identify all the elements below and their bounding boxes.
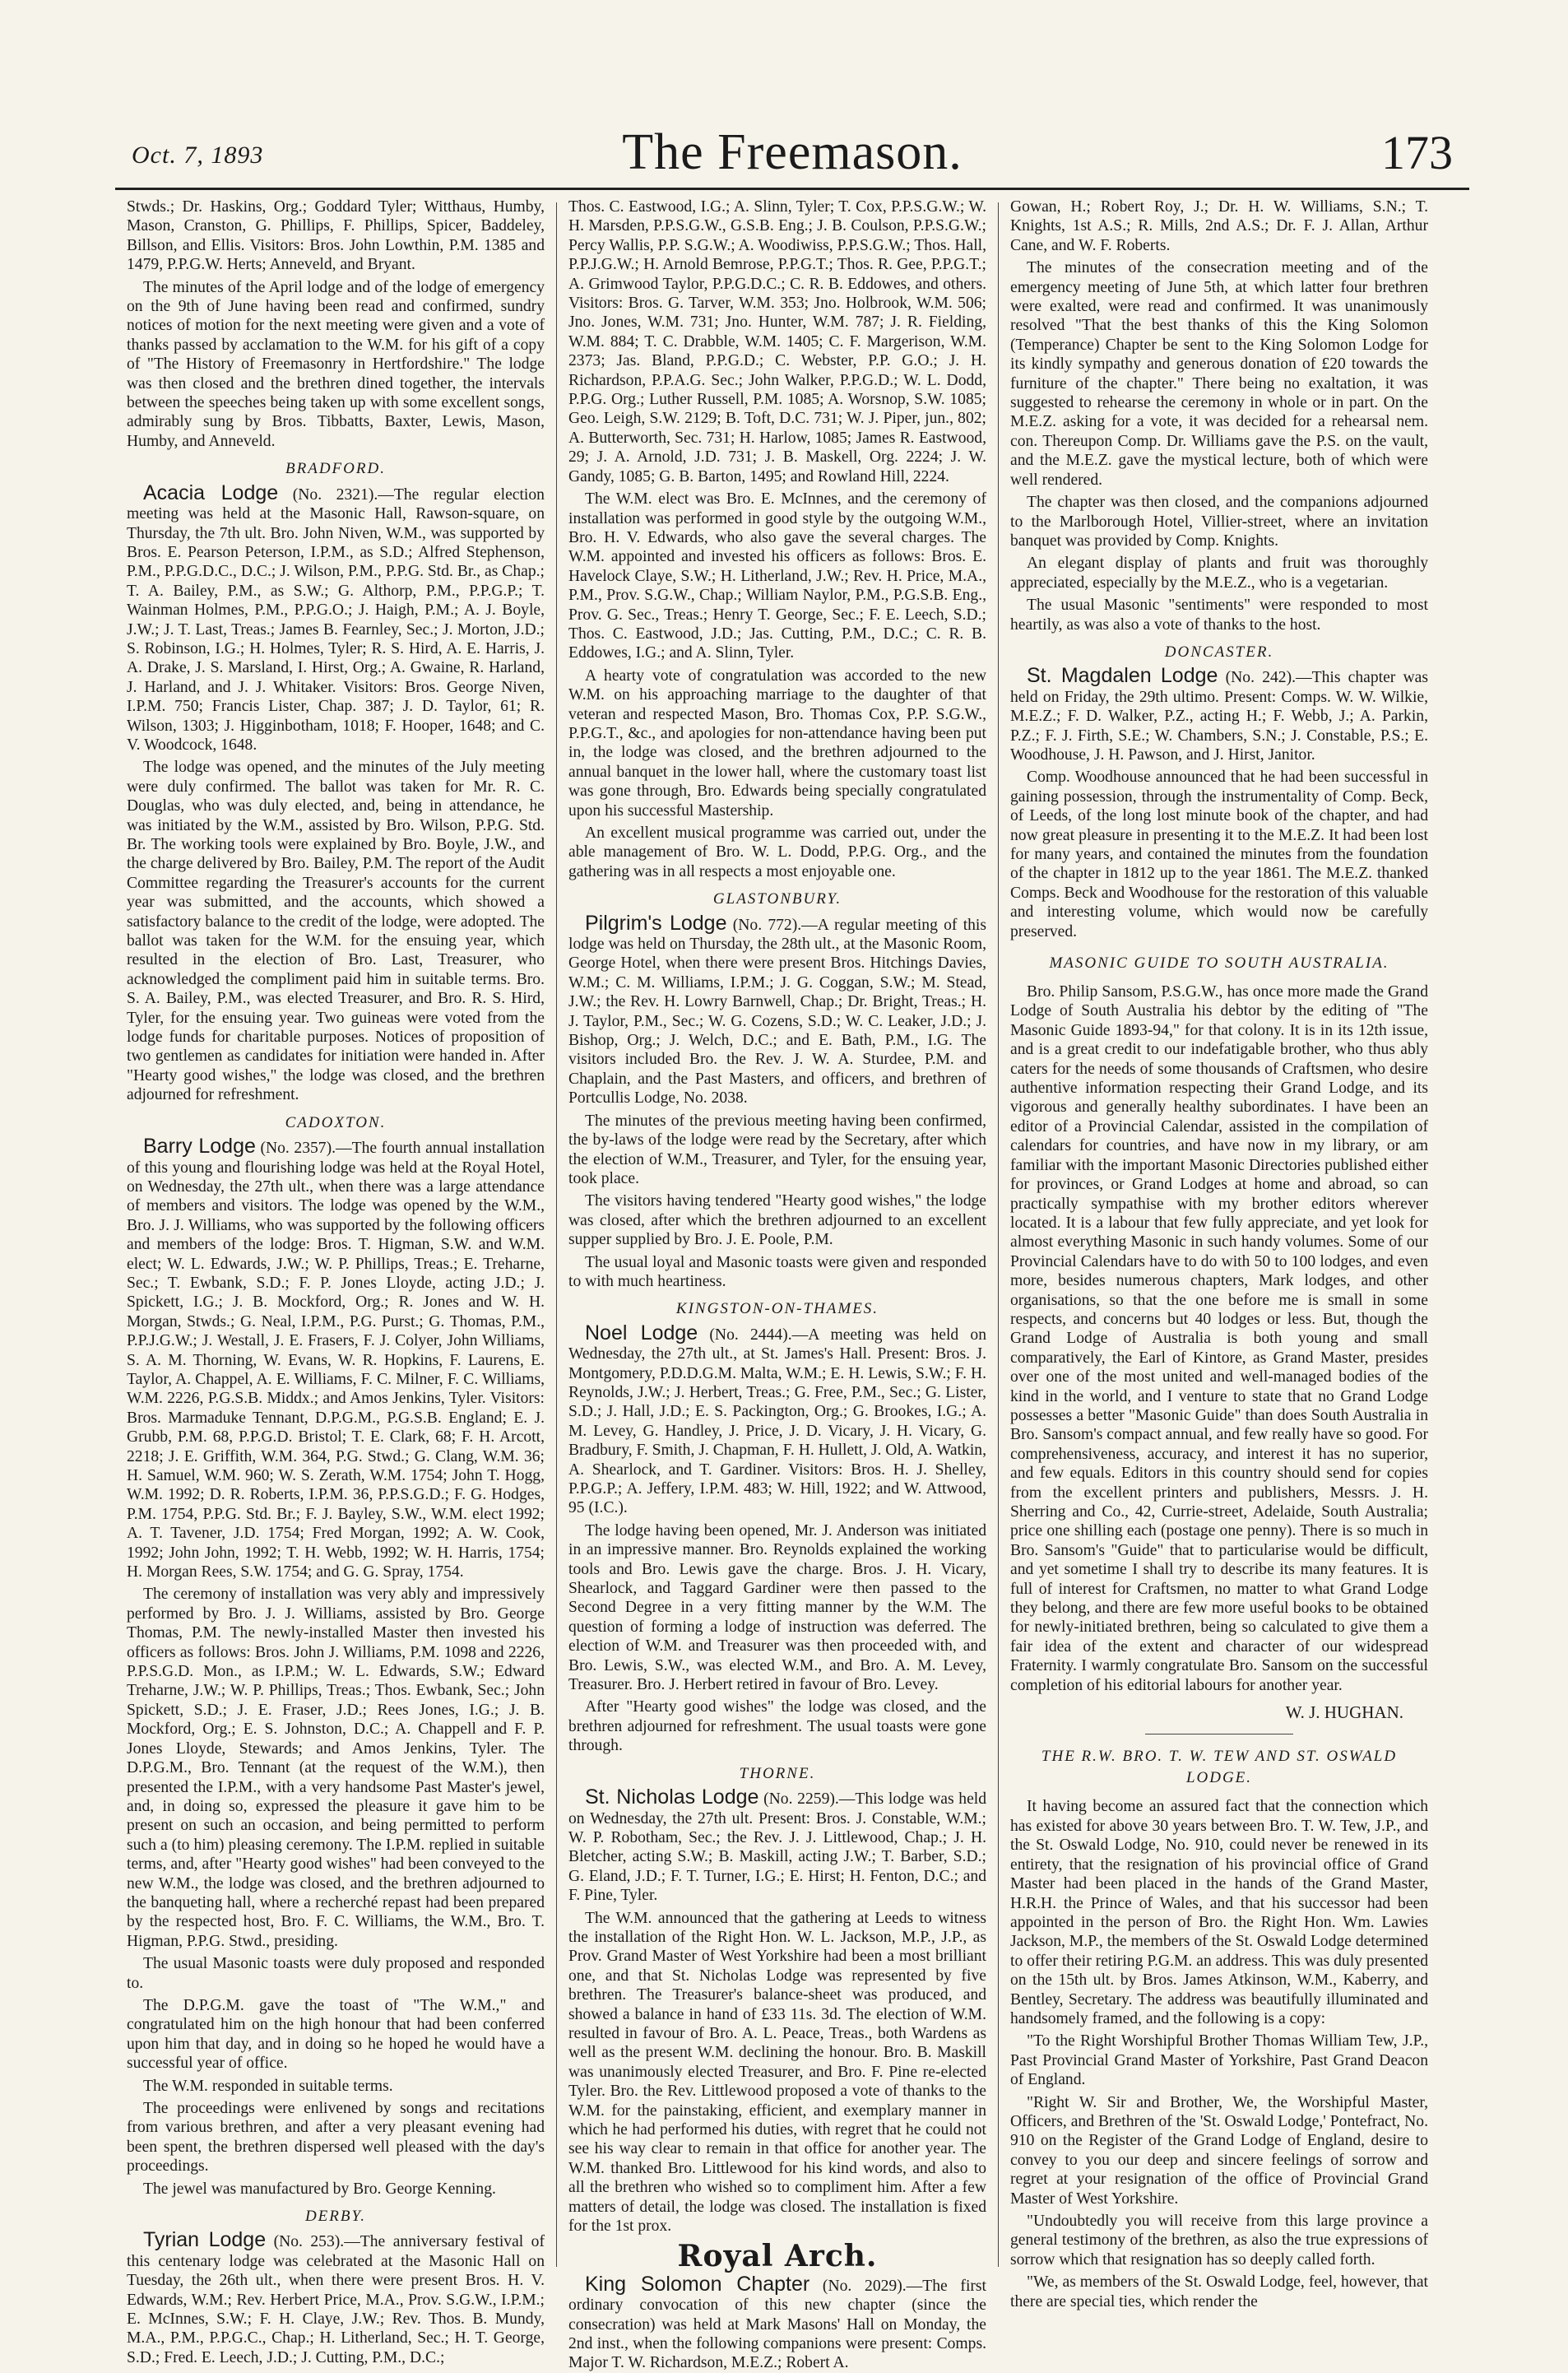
report-text: (No. 2357).—The fourth annual installation of this young and flourishing lodge was held at the Royal Hotel, on Wednesday, the 27th ult., when there was a large attendance of members and visitors. The lodge was opened by the W.M., Bro. J. J. Williams, who was supported by the following officers and members of the lodge: Bros. T. Higman, S.W. and W.M. elect; W. L. Edwards, J.W.; W. P. Phillips, Treas.; E. Treharne, Sec.; T. Ewbank, S.D.; F. P. Jones Lloyde, acting J.D.; J. Spickett, I.G.; J. B. Mockford, Org.; R. Jones and W. H. Morgan, Stwds.; G. Neal, I.P.M., P.G. Purst.; G. Thomas, P.M., P.P.J.G.W.; J. Westall, J. E. Frasers, F. J. Colyer, John Williams, S. A. M. Thorning, W. Evans, W. R. Hopkins, F. Laurens, E. Taylor, A. Chappel, A. E. Williams, F. C. Milner, F. C. Williams, W.M. 2226, P.G.S.B. Middx.; and Amos Jenkins, Tyler. Visitors: Bros. Marmaduke Tennant, D.P.G.M., P.G.S.B. England; E. J. Grubb, P.M. 68, P.P.G.D. Bristol; T. E. Clark, 68; F. H. Arcott, 2218; J. E. Griffith, W.M. 364, P.G. Stwd.; G. Clang, W.M. 36; H. Samuel, W.M. 960; W. S. Zerath, W.M. 1754; John T. Hogg, W.M. 1992; D. R. Roberts, I.P.M. 36, P.P.S.G.D.; F. G. Hodges, P.M. 1754, P.P.G. Std. Br.; F. J. Bayley, S.W., W.M. elect 1992; A. T. Tavener, J.D. 1754; Fred Morgan, 1992; A. W. Cook, 1992; John John, 1992; T. H. Webb, 1992; W. H. Harris, 1754; H. Morgan Rees, S.W. 1754; and G. G. Spray, 1754. [127,1140,545,1581]
chapter-report [568,2272,986,2373]
paragraph: The W.M. elect was Bro. E. McInnes, and the ceremony of installation was performed in good style by the outgoing W.M., Bro. H. V. Edwards, who also gave the several charges. The W.M. appointed and invested his officers as follows: Bros. E. Havelock Claye, S.W.; H. Litherland, J.W.; Rev. H. Price, M.A., P.M., Prov. S.G.W., Chap.; William Naylor, P.M., P.G.S.B. Eng., Prov. G. Sec., Treas.; Henry T. George, Sec.; F. E. Leech, S.D.; Thos. C. Eastwood, J.D.; Jas. Cutting, P.M., D.C.; C. R. B. Eddowes, I.G.; and A. Slinn, Tyler. [568,490,986,662]
column-1 [115,197,556,2366]
paragraph: The W.M. responded in suitable terms. [143,2077,393,2095]
paragraph: Thos. C. Eastwood, I.G.; A. Slinn, Tyler; T. Cox, P.P.S.G.W.; W. H. Marsden, P.P.S.G.W., G.S.B. Eng.; J. B. Coulson, P.P.S.G.W.; Percy Wallis, P.P. S.G.W.; A. Woodiwiss, P.P.S.G.W.; Thos. Hall, P.P.J.G.W.; H. Arnold Bemrose, P.P.G.T.; Thos. R. Gee, P.P.G.T.; A. Grimwood Taylor, P.P.G.D.C.; C. R. B. Eddowes, and others. Visitors: Bros. G. Tarver, W.M. 353; Jno. Holbrook, W.M. 506; Jno. Jones, W.M. 731; Jno. Hunter, W.M. 787; J. R. Fielding, W.M. 884; T. C. Drabble, W.M. 1405; C. F. Margerison, W.M. 2373; Jas. Bland, P.P.G.D.; C. Webster, P.P. G.O.; J. H. Richardson, P.P.A.G. Sec.; John Walker, P.P.G.D.; W. L. Dodd, P.P.G. Org.; Luther Russell, P.M. 1085; A. Worsnop, S.W. 1085; Geo. Leigh, S.W. 2129; B. Toft, D.C. 731; W. J. Piper, jun., 802; A. Butterworth, Sec. 731; H. Harlow, 1085; James R. Eastwood, 29; J. A. Arnold, J.D. 731; J. B. Maskell, Org. 2224; J. W. Gandy, 1085; G. B. Barton, 1495; and Rowland Hill, 2224. [568,198,986,485]
paragraph: The usual Masonic toasts were duly proposed and responded to. [127,1955,545,1992]
paragraph: The proceedings were enlivened by songs and recitations from various brethren, and after a very pleasant evening had been spent, the brethren dispersed well pleased with the day's proceedings. [127,2100,545,2176]
article-heading: MASONIC GUIDE TO SOUTH AUSTRALIA. [1049,954,1389,973]
columns [115,197,1469,2372]
lodge-name: Acacia Lodge [143,481,279,504]
chapter-name: King Solomon Chapter [585,2272,810,2296]
paragraph: The D.P.G.M. gave the toast of "The W.M.," and congratulated him on the high honour that had been conferred upon him that day, and in doing so he hoped he would have a successful year of office. [127,1996,545,2073]
page-number: 173 [1381,126,1453,179]
column-3 [999,197,1440,2310]
paragraph: The W.M. announced that the gathering at Leeds to witness the installation of the Right Hon. W. L. Jackson, M.P., J.P., as Prov. Grand Master of West Yorkshire had been a most brilliant one, and that St. Nicholas Lodge was represented by five brethren. The Treasurer's balance-sheet was produced, and showed a balance in hand of £33 11s. 3d. The election of W.M. resulted in favour of Bro. A. L. Peace, Treas., both Wardens as well as the present W.M. declining the honour. Bro. B. Maskill was unanimously elected Treasurer, and Bro. F. Pine re-elected Tyler. Bro. the Rev. Littlewood proposed a vote of thanks to the W.M. for the painstaking, efficient, and exemplary manner in which he had performed his duties, with regret that he could not see his way clear to remain in that office for another year. The W.M. thanked Bro. Littlewood for his kind words, and also to all the brethren who wished so to compliment him. After a few matters of detail, the lodge was closed. The installation is fixed for the 1st prox. [568,1909,986,2236]
paragraph: "Undoubtedly you will receive from this large province a general testimony of the brethren, as also the true expressions of sorrow which that resignation has so deeply called forth. [1010,2213,1428,2269]
lodge-report [568,1788,986,1905]
paragraph: Stwds.; Dr. Haskins, Org.; Goddard Tyler; Witthaus, Humby, Mason, Cranston, G. Phillips, F. Phillips, Spicer, Baddeley, Billson, and Ellis. Visitors: Bros. John Lowthin, P.M. 1385 and 1479, P.P.G.W. Herts; Anneveld, and Bryant. [127,198,545,274]
paragraph: The usual loyal and Masonic toasts were given and responded to with much heartiness. [568,1253,986,1290]
report-text: (No. 772).—A regular meeting of this lodge was held on Thursday, the 28th ult., at the Masonic Room, George Hotel, when there were present Bros. Hitchings Davies, W.M.; C. M. Williams, I.P.M.; J. G. Coggan, S.W.; M. Stead, J.W.; the Rev. H. Lowry Barnwell, Chap.; Dr. Bright, Treas.; H. J. Taylor, P.M., Sec.; W. G. Cozens, S.D.; W. C. Leaker, J.D.; J. Bishop, Org.; J. Welch, D.C.; and E. Bath, P.M., I.G. The visitors included Bro. the Rev. J. W. A. Sturdee, P.M. and Chaplain, and the Past Masters, and officers, and brethren of Portcullis Lodge, No. 2038. [568,916,986,1108]
signature: W. J. HUGHAN. [1285,1702,1403,1723]
paragraph: Comp. Woodhouse announced that he had been successful in gaining possession, through the instrumentality of Comp. Beck, of Leeds, of the long lost minute book of the chapter, and had now great pleasure in presenting it to the M.E.Z. It had been lost for many years, and contained the minutes from the foundation of the chapter in 1812 up to the year 1861. The M.E.Z. thanked Comps. Beck and Woodhouse for the restoration of this valuable and interesting volume, which would now be carefully preserved. [1010,769,1428,940]
paragraph: The chapter was then closed, and the companions adjourned to the Marlborough Hotel, Villier-street, where an invitation banquet was provided by Comp. Knights. [1010,494,1428,550]
report-text: (No. 2444).—A meeting was held on Wednesday, the 27th ult., at St. James's Hall. Present: Bros. J. Montgomery, P.D.D.G.M. Malta, W.M.; E. H. Lewis, S.W.; F. H. Reynolds, J.W.; J. Herbert, Treas.; G. Free, P.M., Sec.; G. Lister, S.D.; J. Hall, J.D.; E. S. Packington, Org.; G. Brookes, I.G.; A. M. Levey, G. Handley, J. Price, J. D. Vicary, J. H. Vicary, G. Bradbury, F. Smith, J. Chapman, F. H. Hullett, J. Old, A. Watkin, A. Shearlock, and T. Gardiner. Visitors: Bros. H. J. Shelley, P.P.G.P.; A. Jeffery, I.P.M. 483; W. Hill, 1922; and W. Attwood, 95 (I.C.). [568,1326,987,1517]
paragraph: Gowan, H.; Robert Roy, J.; Dr. H. W. Williams, S.N.; T. Knights, 1st A.S.; R. Mills, 2nd A.S.; Dr. F. J. Allan, Arthur Cane, and W. F. Roberts. [1010,198,1428,254]
paragraph: "To the Right Worshipful Brother Thomas William Tew, J.P., Past Provincial Grand Master of Yorkshire, Past Grand Deacon of England. [1010,2032,1428,2089]
lodge-report [127,2228,545,2367]
paragraph: "Right W. Sir and Brother, We, the Worshipful Master, Officers, and Brethren of the 'St. Oswald Lodge,' Pontefract, No. 910 on the Register of the Grand Lodge of England, desire to convey to you our deep and sincere feelings of sorrow and regret at your resignation of the office of Provincial Grand Master of West Yorkshire. [1010,2093,1428,2208]
paragraph: After "Hearty good wishes" the lodge was closed, and the brethren adjourned for refreshment. The usual toasts were gone through. [568,1698,986,1755]
paragraph: It having become an assured fact that the connection which has existed for above 30 years between Bro. T. W. Tew, J.P., and the St. Oswald Lodge, No. 910, could never be renewed in its entirety, that the resignation of his provincial office of Grand Master had been placed in the hands of the Grand Master, H.R.H. the Prince of Wales, and that his successor had been appointed in the person of Bro. the Right Hon. Wm. Lawies Jackson, M.P., the members of the St. Oswald Lodge determined to offer their retiring P.G.M. an address. This was duly presented on the 15th ult. by Bros. James Atkinson, W.M., Kaberry, and Bentley, Secretary. The address was beautifully illuminated and handsomely framed, and the following is a copy: [1010,1798,1428,2027]
lodge-report [568,1321,987,1518]
paragraph: The visitors having tendered "Hearty good wishes," the lodge was closed, after which the brethren adjourned to an excellent supper supplied by Bro. J. E. Poole, P.M. [568,1192,986,1249]
paragraph: The jewel was manufactured by Bro. George Kenning. [143,2180,496,2198]
header-rule [115,188,1469,190]
place-heading: GLASTONBURY. [712,890,842,908]
article-heading: THE R.W. BRO. T. W. TEW AND ST. OSWALD LODGE. [1041,1748,1398,1787]
paragraph: The lodge having been opened, Mr. J. Anderson was initiated in an impressive manner. Bro. Reynolds explained the working tools and Bro. Lewis gave the charge. Bros. J. H. Vicary, Shearlock, and Taggard Gardiner were then passed to the Second Degree in a very fitting manner by the W.M. The question of forming a lodge of instruction was deferred. The election of W.M. and Treasurer was then proceeded with, and Bro. Lewis, S.W., was elected W.M., and Bro. A. M. Levey, Treasurer. Bro. J. Herbert retired in favour of Bro. Levey. [568,1521,986,1694]
place-heading: CADOXTON. [285,1113,387,1131]
column-2 [557,197,998,2372]
masthead [115,123,1469,181]
place-heading: DONCASTER. [1164,643,1274,661]
paragraph: A hearty vote of congratulation was accorded to the new W.M. on his approaching marriage to the daughter of that veteran and respected Mason, Bro. Thomas Cox, P.P. S.G.W., P.P.G.T., &c., and apologies for non-attendance having been put in, the lodge was closed, and the brethren adjourned to the annual banquet in the lower hall, where the customary toast list was gone through, Bro. Edwards being specially congratulated upon his successful Mastership. [568,666,986,820]
paragraph: The minutes of the previous meeting having been confirmed, the by-laws of the lodge were read by the Secretary, after which the election of W.M., Treasurer, and Tyler, for the ensuing year, took place. [568,1112,986,1187]
chapter-report [1010,666,1428,764]
report-text: (No. 2029).—The first ordinary convocation of this new chapter (since the consecration) was held at Mark Masons' Hall on Monday, the 2nd inst., when the following companions were present: Comps. Major T. W. Richardson, M.E.Z.; Robert A. [568,2277,986,2372]
paragraph: The ceremony of installation was very ably and impressively performed by Bro. J. J. Williams, assisted by Bro. George Thomas, P.M. The newly-installed Master then invested his officers as follows: Bros. John J. Williams, P.M. 1098 and 2226, P.P.S.G.D. Mon., as I.P.M.; W. L. Edwards, S.W.; Edward Treharne, J.W.; W. P. Phillips, Treas.; Thos. Ewbank, Sec.; John Spickett, S.D.; J. E. Fraser, J.D.; Rees Jones, I.G.; J. B. Mockford, Org.; E. S. Johnston, D.C.; A. Chappell and F. P. Jones Lloyde, Stewards; and Amos Jenkins, Tyler. The D.P.G.M., Bro. Tennant (at the request of the W.M.), then presented the I.P.M., with a very handsome Past Master's jewel, and, in doing so, expressed the pleasure it gave him to be present on such an occasion, and being permitted to perform such a (to him) pleasing ceremony. The I.P.M. replied in suitable terms, and, after "Hearty good wishes" had been conveyed to the new W.M., the lodge was closed, and the brethren adjourned to the banqueting hall, where a recherché repast had been prepared by the respected host, Bro. F. C. Williams, the W.M., Bro. T. Higman, P.P.G. Stwd., presiding. [127,1586,545,1950]
issue-date: Oct. 7, 1893 [132,142,264,169]
place-heading: DERBY. [304,2208,367,2226]
newspaper-title: The Freemason. [622,124,963,180]
paragraph: An excellent musical programme was carried out, under the able management of Bro. W. L. Dodd, P.P.G. Org., and the gathering was in all respects a most enjoyable one. [568,824,986,880]
lodge-name: Pilgrim's Lodge [585,911,727,935]
chapter-name: St. Magdalen Lodge [1027,664,1218,688]
place-heading: KINGSTON-ON-THAMES. [675,1300,879,1318]
lodge-name: Tyrian Lodge [143,2228,267,2252]
report-text: (No. 242).—This chapter was held on Friday, the 29th ultimo. Present: Comps. W. W. Wilkie, M.E.Z.; F. D. Walker, P.Z., acting H.; F. Webb, J.; A. Parkin, P.Z.; F. J. Firth, S.E.; W. Chambers, S.N.; J. Constable, P.S.; E. Woodhouse, J. H. Pawson, and J. Hirst, Janitor. [1010,669,1428,764]
lodge-report [127,481,545,755]
paragraph: An elegant display of plants and fruit was thoroughly appreciated, especially by the M.E.Z., who is a vegetarian. [1010,555,1428,592]
paragraph: The minutes of the April lodge and of the lodge of emergency on the 9th of June having been read and confirmed, sundry notices of motion for the next meeting were given and a vote of thanks passed by acclamation to the W.M. for his gift of a copy of "The History of Freemasonry in Hertfordshire." The lodge was then closed and the brethren dined together, the intervals between the speeches being taken up with some excellent songs, admirably sung by Bros. Tibbatts, Baxter, Lewis, Mason, Humby, and Anneveld. [127,278,545,450]
place-heading: THORNE. [739,1764,816,1782]
lodge-name: Barry Lodge [143,1135,256,1159]
place-heading: BRADFORD. [285,460,386,478]
report-text: (No. 2321).—The regular election meeting was held at the Masonic Hall, Rawson-square, on Thursday, the 7th ult. Bro. John Niven, W.M., was supported by Bros. E. Pearson Peterson, I.P.M., as S.D.; Alfred Stephenson, P.M., P.P.G.D.C., D.C.; J. Wilson, P.M., P.P.G. Std. Br., as Chap.; T. A. Bailey, P.M., as S.W.; G. Althorp, P.M., P.P.G.P.; T. Wainman Holmes, P.M., P.P.G.O.; J. Haigh, P.M.; A. J. Boyle, J.W.; J. T. Last, Treas.; James B. Fearnley, Sec.; J. Morton, J.D.; S. Robinson, I.G.; H. Holmes, Tyler; R. S. Hird, A. E. Harris, J. A. Drake, J. S. Marsland, I. Hirst, Org.; A. Gwaine, R. Harland, J. Harland, and J. J. Whitaker. Visitors: Bros. George Niven, I.P.M. 750; Francis Lister, Chap. 387; J. D. Taylor, 61; R. Wilson, 1303; J. Higginbotham, 1018; F. Hooper, 1648; and C. V. Woodcock, 1648. [127,485,545,754]
paragraph: The lodge was opened, and the minutes of the July meeting were duly confirmed. The ballot was taken for Mr. R. C. Douglas, who was duly elected, and, being in attendance, he was initiated by the W.M., assisted by Bro. Wilson, P.P.G. Std. Br. The working tools were explained by Bro. Boyle, J.W., and the charge delivered by Bro. Bailey, P.M. The report of the Audit Committee regarding the Treasurer's accounts for the current year was submitted, and the accounts, which showed a satisfactory balance to the credit of the lodge, were adopted. The ballot was taken for the W.M. for the ensuing year, which resulted in the election of Bro. Last, Treasurer, who acknowledged the compliment paid him in suitable terms. Bro. S. A. Bailey, P.M., was elected Treasurer, and Bro. R. S. Hird, Tyler, for the ensuing year. Two guineas were voted from the lodge funds for charitable purposes. Notices of proposition of two gentlemen as candidates for initiation were handed in. After "Hearty good wishes," the lodge was closed, and the brethren adjourned for refreshment. [127,759,545,1104]
lodge-report [127,1137,545,1581]
report-text: (No. 253).—The anniversary festival of this centenary lodge was celebrated at the Masonic Hall on Tuesday, the 26th ult., when there were present Bros. H. V. Edwards, W.M.; Rev. Herbert Price, M.A., Prov. S.G.W., I.P.M.; E. McInnes, S.W.; F. H. Claye, J.W.; Rev. Thos. B. Mundy, M.A., P.M., P.P.G.C., Chap.; H. Litherland, Sec.; H. T. George, S.D.; Fred. E. Leech, J.D.; J. Cutting, P.M., D.C.; [127,2233,545,2366]
paragraph: The minutes of the consecration meeting and of the emergency meeting of June 5th, at which latter four brethren were exalted, were read and confirmed. It was unanimously resolved "That the best thanks of this the King Solomon (Temperance) Chapter be sent to the King Solomon Lodge for its kindly sympathy and generous donation of £20 towards the furniture of the chapter." There being no exaltation, it was suggested to rehearse the ceremony in whole or in part. On the M.E.Z. asking for a vote, it was decided for a rehearsal nem. con. Thereupon Comp. Dr. Williams gave the P.S. on the vault, and the M.E.Z. gave the mystical lecture, both of which were well rendered. [1010,259,1428,489]
lodge-name: Noel Lodge [585,1321,698,1344]
lodge-report [568,911,986,1108]
paragraph: The usual Masonic "sentiments" were responded to most heartily, as was also a vote of thanks to the host. [1010,597,1428,634]
paragraph: "We, as members of the St. Oswald Lodge, feel, however, that there are special ties, which render the [1010,2273,1428,2310]
section-heading-royal-arch: Royal Arch. [677,2239,878,2274]
paragraph: Bro. Philip Sansom, P.S.G.W., has once more made the Grand Lodge of South Australia his debtor by the editing of "The Masonic Guide 1893-94," for that colony. It is in its 12th issue, and is a great credit to our indefatigable brother, who thus ably caters for the needs of some thousands of Craftsmen, who desire authentive information respecting their Grand Lodge, and its vigorous and generally healthy subordinates. I have been an editor of a Provincial Calendar, assisted in the compilation of calendars for countries, and have now in my library, or am familiar with the important Masonic Directories published either for provinces, or Grand Lodges at home and abroad, so can practically sympathise with my brother editors wherever located. It is a labour that few fully appreciate, and yet look for almost everything Masonic in such handy volumes. Some of our Provincial Calendars have to do with 50 to 100 lodges, and even more, besides numerous chapters, Mark lodges, and other organisations, so that the one before me is small in some respects, and concerns but 40 lodges or less. But, though the Grand Lodge of Australia is both young and small comparatively, the Earl of Kintore, as Grand Master, presides over one of the most united and well-managed bodies of the kind in the world, and I venture to state that no Grand Lodge possesses a better "Masonic Guide" than does South Australia in Bro. Sansom's compact annual, and few really have so good. For comprehensiveness, accuracy, and interest it has no superior, and few equals. Editors in this country should send for copies from the excellent printers and publishers, Messrs. J. H. Sherring and Co., 42, Currie-street, Adelaide, South Australia; price one shilling each (postage one penny). There is so much in Bro. Sansom's "Guide" that to particularise would be difficult, and yet sometime I shall try to describe its many features. It is full of interest for Craftsmen, no matter to what Grand Lodge they belong, and there are few more useful books to be obtained for newly-initiated brethren, being so calculated to give them a fair idea of the extent and character of our widespread Fraternity. I warmly congratulate Bro. Sansom on the successful completion of his editorial labours for another year. [1010,983,1428,1694]
lodge-name: St. Nicholas Lodge [585,1786,759,1809]
report-text: (No. 2259).—This lodge was held on Wednesday, the 27th ult. Present: Bros. J. Constable, W.M.; W. P. Robotham, Sec.; the Rev. J. J. Littlewood, Chap.; J. H. Bletcher, acting S.W.; B. Maskill, acting J.W.; T. Barber, S.D.; G. Eland, J.D.; F. T. Turner, I.G.; E. Hirst; H. Fenton, D.C.; and F. Pine, Tyler. [568,1790,987,1905]
